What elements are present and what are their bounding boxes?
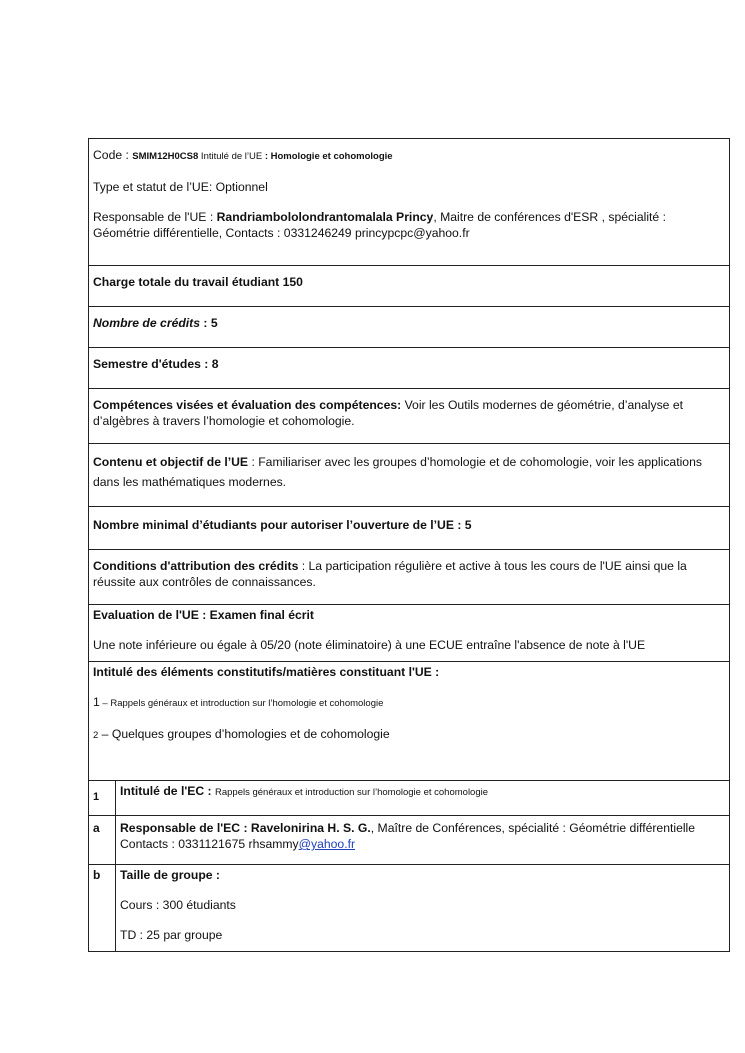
element-item-2 [93,726,725,744]
conditions-row [89,550,730,605]
contenu-cell [89,444,730,507]
element-2-num: 2 [93,730,99,741]
charge-row [89,266,730,307]
ec-row-a-num: a [89,816,116,865]
evaluation-text: Une note inférieure ou égale à 05/20 (note éliminatoire) à une ECUE entraîne l'absence de note à l'UE [93,638,646,652]
contenu-row [89,444,730,507]
elements-title: Intitulé des éléments constitutifs/matières constituant l'UE : [93,665,440,679]
taille-td: TD : 25 par groupe [120,928,223,942]
ec-row-1-content [116,781,730,816]
competences-text: Voir les Outils modernes de géométrie, d’analyse et d’algèbres à travers l’homologie et cohomologie. [93,398,684,428]
credits-cell [89,307,730,348]
header-cell [89,139,730,266]
ec-row-a-content [116,816,730,865]
responsable-ue [93,209,725,241]
ec-row-b-num: b [89,865,116,952]
element-1-num: 1 [93,695,100,709]
elements-cell [89,662,730,781]
conditions-text: : La participation régulière et active à tous les cours de l'UE ainsi que la réussite aux contrôles de connaissances. [93,559,687,589]
ec-contacts-line [120,836,725,852]
elements-row [89,662,730,781]
nombre-minimal-cell: Nombre minimal d’étudiants pour autoriser l’ouverture de l’UE : 5 [89,507,730,550]
evaluation-row [89,605,730,662]
ec-responsable-label: Responsable de l'EC : Ravelonirina H. S. G. [120,821,371,835]
element-item-1 [93,694,725,712]
semestre-cell: Semestre d'études : 8 [89,348,730,389]
semestre-row [89,348,730,389]
credits-row [89,307,730,348]
intitule-value: : Homologie et cohomologie [264,151,393,162]
ec-row-b-content [116,865,730,952]
taille-groupe-label: Taille de groupe : [120,868,220,882]
element-1-text: Rappels généraux et introduction sur l’homologie et cohomologie [110,698,384,709]
ue-description-table [88,138,730,952]
evaluation-title: Evaluation de l'UE : Examen final écrit [93,608,314,622]
conditions-label: Conditions d'attribution des crédits [93,559,299,573]
ec-row-b [89,865,730,952]
competences-label: Compétences visées et évaluation des compétences: [93,398,402,412]
contenu-label: Contenu et objectif de l’UE [93,455,249,469]
ec-intitule-label: Intitulé de l'EC : [120,784,215,798]
credits-label: Nombre de crédits [93,316,201,330]
taille-cours: Cours : 300 étudiants [120,898,236,912]
code-value: SMIM12H0CS8 [132,151,199,162]
competences-cell [89,389,730,444]
credits-value: : 5 [200,316,218,330]
charge-cell: Charge totale du travail étudiant 150 [89,266,730,307]
nombre-minimal-row [89,507,730,550]
code-label: Code : [93,148,133,162]
competences-row [89,389,730,444]
ec-responsable-text: , Maître de Conférences, spécialité : Géométrie différentielle [370,821,696,835]
intitule-label: Intitulé de l’UE [198,151,265,162]
ec-row-1 [89,781,730,816]
conditions-cell [89,550,730,605]
ec-responsable-line [120,820,725,836]
evaluation-cell [89,605,730,662]
element-2-text: – Quelques groupes d’homologies et de cohomologie [98,727,390,741]
ec-row-1-num: 1 [89,781,116,816]
header-row [89,139,730,266]
responsable-label: Responsable de l'UE : [93,210,217,224]
ec-row-a [89,816,730,865]
code-line [93,147,725,165]
element-1-sep: – [99,698,111,709]
responsable-details: , Maitre de conférences d'ESR , spécialité : Géométrie différentielle, Contacts : 0331246249 princypcpc@yahoo.fr [93,210,666,240]
ec-email-link[interactable]: @yahoo.fr [298,837,356,851]
type-statut: Type et statut de l’UE: Optionnel [93,180,268,194]
responsable-name: Randriambololondrantomalala Princy [216,210,434,224]
ec-intitule-text: Rappels généraux et introduction sur l’homologie et cohomologie [214,787,489,798]
contenu-text: : Familiariser avec les groupes d’homologie et de cohomologie, voir les applications dans les mathématiques modernes. [93,455,702,489]
ec-contacts: Contacts : 0331121675 rhsammy [120,837,299,851]
